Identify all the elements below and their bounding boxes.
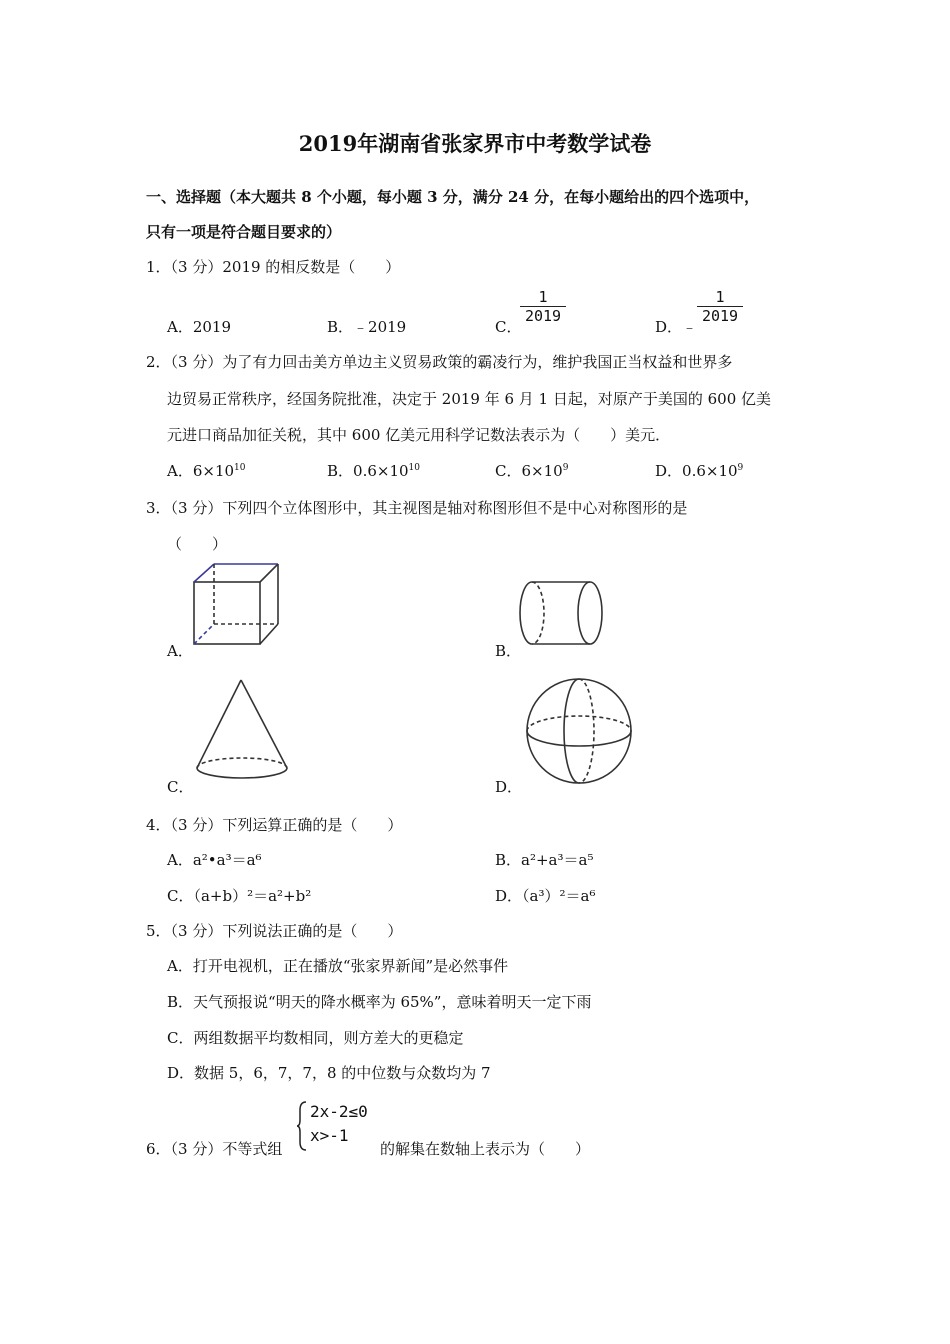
q2-option-a: A．$6\times 10^{10}$ — [167, 462, 246, 480]
section-heading-cont: 只有一项是符合题目要求的） — [146, 223, 342, 241]
q2-line2: 边贸易正常秩序，经国务院批准，决定于 2019 年 6 月 1 日起，对原产于美国的 600 亿美 — [167, 390, 772, 408]
q1-c-denominator: 2019 — [524, 307, 562, 325]
inequality-1: 2x-2≤0 — [310, 1102, 368, 1121]
q1-d-denominator: 2019 — [701, 307, 739, 325]
cube-figure — [190, 560, 282, 648]
q2-option-b: B．$0.6\times 10^{10}$ — [327, 462, 420, 480]
cone-figure — [193, 676, 293, 782]
q1-d-numerator: 1 — [715, 288, 725, 306]
q5-option-d: D．数据 5，6，7，7，8 的中位数与众数均为 7 — [167, 1064, 491, 1082]
q1-c-numerator: 1 — [538, 288, 548, 306]
q3-option-b: B． — [495, 642, 522, 660]
q2-option-c: C．$6\times 10^9$ — [495, 462, 569, 480]
system-brace — [296, 1100, 308, 1152]
q3-option-c: C． — [167, 778, 194, 796]
q3-option-a: A． — [167, 642, 193, 660]
section-heading: 一、选择题（本大题共 8 个小题，每小题 3 分，满分 24 分，在每小题给出的四个选项中， — [146, 188, 760, 206]
q6-suffix: 的解集在数轴上表示为（ ） — [380, 1140, 591, 1158]
q3-line2: （ ） — [167, 535, 228, 553]
q4-option-d: D．（a³）²＝a⁶ — [495, 887, 596, 905]
q1-option-a: A．2019 — [167, 318, 232, 336]
q5-stem: 5．（3 分）下列说法正确的是（ ） — [146, 922, 403, 940]
cylinder-figure — [518, 578, 606, 648]
q2-line3: 元进口商品加征关税，其中 600 亿美元用科学记数法表示为（ ）美元． — [167, 426, 671, 444]
q3-option-d: D． — [495, 778, 523, 796]
q2-line1: 2．（3 分）为了有力回击美方单边主义贸易政策的霸凌行为，维护我国正当权益和世界多 — [146, 353, 733, 371]
q1-option-c-label: C． — [495, 318, 522, 336]
q4-option-c: C．（a+b）²＝a²+b² — [167, 887, 312, 905]
q1-option-b: B．﹣2019 — [327, 318, 407, 336]
q1-option-d-fraction — [697, 289, 743, 324]
q3-line1: 3．（3 分）下列四个立体图形中，其主视图是轴对称图形但不是中心对称图形的是 — [146, 499, 688, 517]
q5-option-a: A．打开电视机，正在播放“张家界新闻”是必然事件 — [167, 957, 509, 975]
q6-prefix: 6．（3 分）不等式组 — [146, 1140, 283, 1158]
q5-option-b: B．天气预报说“明天的降水概率为 65%”，意味着明天一定下雨 — [167, 993, 592, 1011]
q2-option-d: D．$0.6\times 10^9$ — [655, 462, 744, 480]
q4-option-b: B．a²+a³＝a⁵ — [495, 851, 594, 869]
q4-option-a: A．a²•a³＝a⁶ — [167, 851, 262, 869]
inequality-system — [310, 1100, 368, 1148]
q1-option-c-fraction — [520, 289, 566, 324]
q5-option-c: C．两组数据平均数相同，则方差大的更稳定 — [167, 1029, 464, 1047]
q1-stem: 1．（3 分）2019 的相反数是（ ） — [146, 258, 401, 276]
sphere-figure — [523, 675, 637, 787]
q4-stem: 4．（3 分）下列运算正确的是（ ） — [146, 816, 403, 834]
page-title: 2019年湖南省张家界市中考数学试卷 — [298, 131, 652, 156]
q1-option-d-label: D．﹣ — [655, 318, 698, 336]
inequality-2: x>-1 — [310, 1126, 349, 1145]
